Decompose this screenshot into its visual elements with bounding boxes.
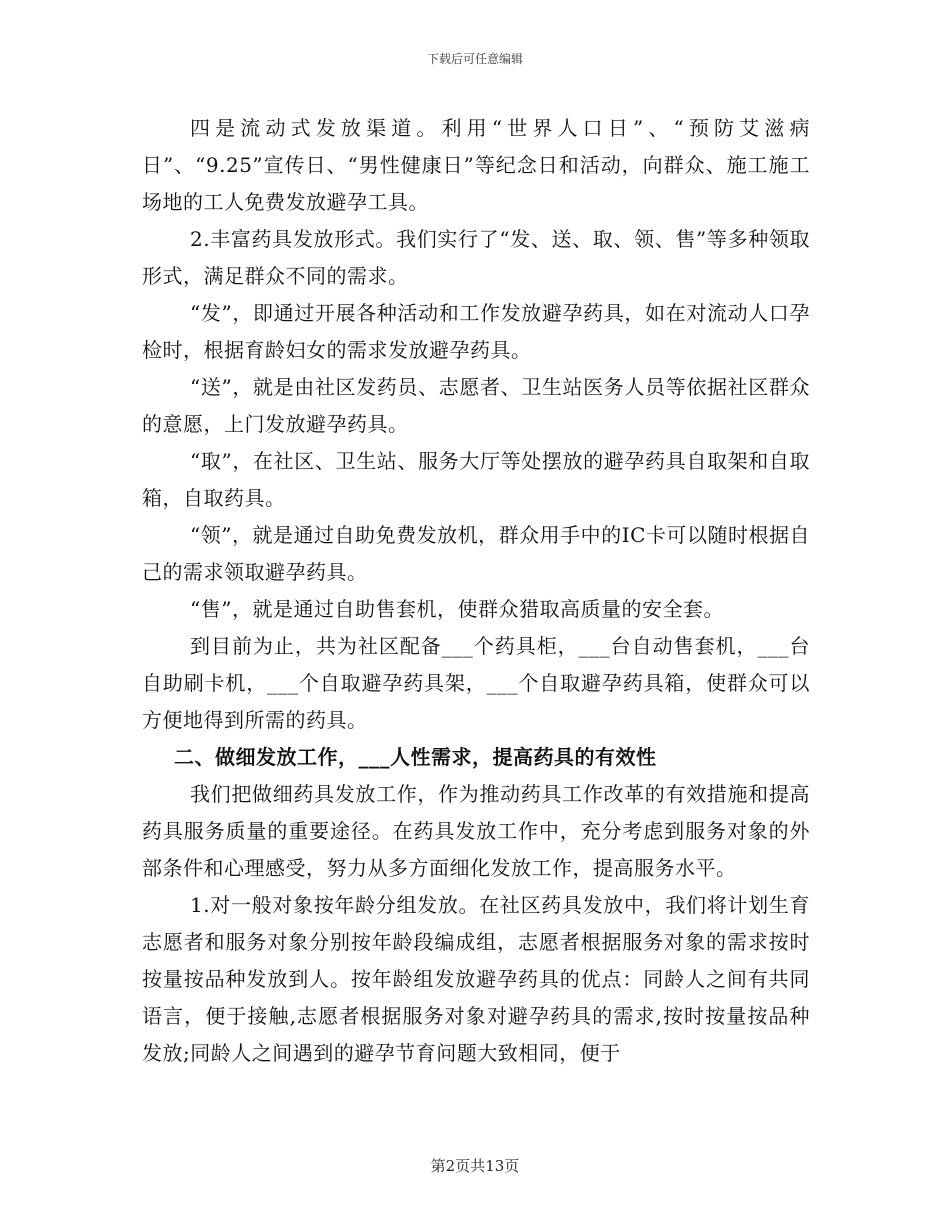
- page-header: 下载后可任意编辑: [426, 52, 523, 66]
- paragraph-shou: “售”，就是通过自助售套机，使群众猎取高质量的安全套。: [190, 597, 724, 621]
- paragraph-refine-work: 我们把做细药具发放工作，作为推动药具工作改革的有效措施和提高药具服务质量的重要途径。在药具发放工作中，充分考虑到服务对象的外部条件和心理感受，努力从多方面细化发放工作，提高服务水平。: [142, 782, 810, 880]
- paragraph-song: “送”，就是由社区发药员、志愿者、卫生站医务人员等依据社区群众的意愿，上门发放避孕药具。: [142, 375, 810, 436]
- paragraph-qu: “取”，在社区、卫生站、服务大厅等处摆放的避孕药具自取架和自取箱，自取药具。: [142, 449, 810, 510]
- paragraph-flow-distribution: 四是流动式发放渠道。利用“世界人口日”、“预防艾滋病日”、“9.25”宣传日、“男性健康日”等纪念日和活动，向群众、施工施工场地的工人免费发放避孕工具。: [142, 116, 810, 214]
- paragraph-age-groups: 1.对一般对象按年龄分组发放。在社区药具发放中，我们将计划生育志愿者和服务对象分别按年龄段编成组，志愿者根据服务对象的需求按时按量按品种发放到人。按年龄组发放避孕药具的优点：同龄人之间有共同语言，便于接触,志愿者根据服务对象对避孕药具的需求,按时按量按品种发放;同龄人之间遇到的避孕节育问题大致相同，便于: [142, 893, 810, 1065]
- section-heading: 二、做细发放工作，___人性需求，提高药具的有效性: [174, 745, 657, 769]
- paragraph-equipment-count: 到目前为止，共为社区配备___个药具柜，___台自动售套机，___台自助刷卡机，___个自取避孕药具架，___个自取避孕药具箱，使群众可以方便地得到所需的药具。: [142, 634, 810, 732]
- paragraph-fa: “发”，即通过开展各种活动和工作发放避孕药具，如在对流动人口孕检时，根据育龄妇女的需求发放避孕药具。: [142, 301, 810, 362]
- paragraph-ling: “领”，就是通过自助免费发放机，群众用手中的IC卡可以随时根据自己的需求领取避孕药具。: [142, 523, 810, 584]
- document-body: [142, 110, 810, 1072]
- page-number: 第2页共13页: [430, 1157, 520, 1175]
- paragraph-rich-forms: 2.丰富药具发放形式。我们实行了“发、送、取、领、售”等多种领取形式，满足群众不同的需求。: [142, 227, 810, 288]
